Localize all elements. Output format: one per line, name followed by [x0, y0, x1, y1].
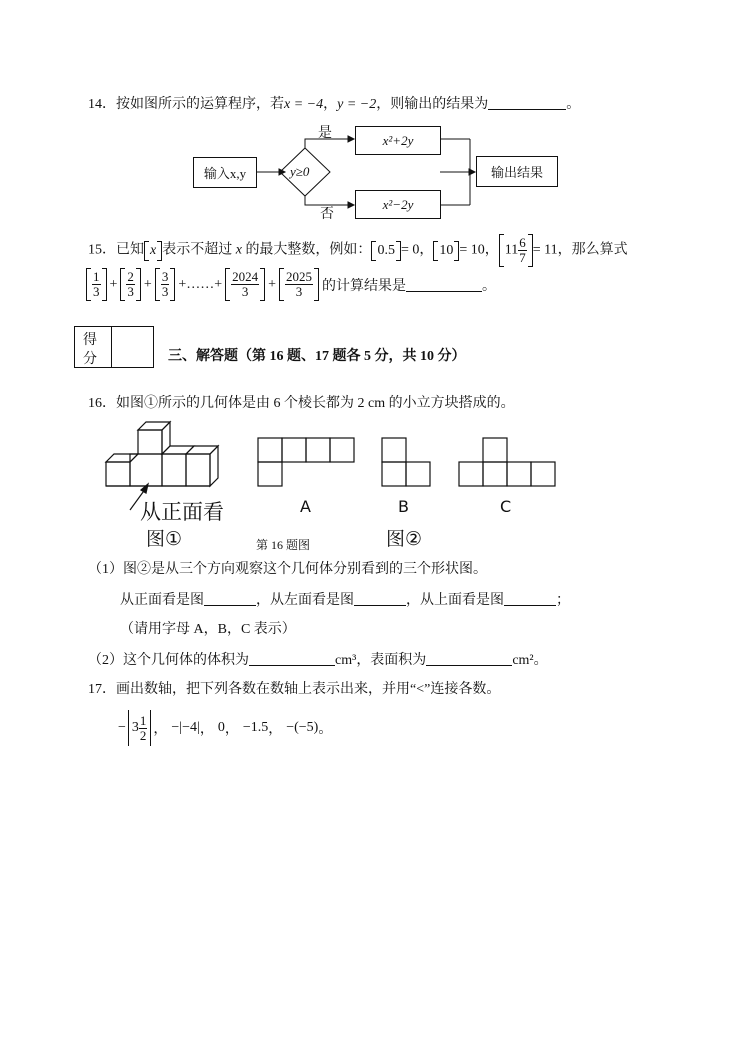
option-b-label: B: [398, 497, 409, 516]
q15-stem-line1: 15．已知 x 表示不超过 x 的最大整数，例如： 0.5 = 0， 10 = 10， 11 $\frac{6}{7}$ = 11，那么算式: [88, 235, 628, 265]
q16-part2: （2）这个几何体的体积为 cm³，表面积为 cm²。: [88, 653, 548, 668]
option-a-label: A: [300, 497, 311, 516]
left-view-blank[interactable]: [354, 591, 406, 606]
answer-blank[interactable]: [406, 277, 482, 292]
floor-term-2024: $\frac{2024}{3}$: [225, 270, 265, 299]
floor-term-1: $\frac{1}{3}$: [86, 270, 107, 299]
front-view-blank[interactable]: [204, 591, 256, 606]
question-number: 15．: [88, 242, 116, 258]
floor-term-3: $\frac{3}{3}$: [155, 270, 176, 299]
q16-hint: （请用字母 A，B，C 表示）: [120, 622, 296, 637]
view-direction-label: 从正面看: [140, 500, 224, 524]
q14-stem: 14．按如图所示的运算程序，若x = −4，y = −2，则输出的结果为 。: [88, 97, 581, 112]
flow-output-box: 输出结果: [476, 156, 558, 187]
flow-input-box: 输入x,y: [193, 157, 257, 188]
volume-blank[interactable]: [249, 651, 335, 666]
question-number: 14．: [88, 97, 116, 112]
q17-numbers: − 3 $\frac{1}{2}$ ， −|−4| ， 0 ， −1.5 ， −(−5) 。: [118, 710, 332, 746]
flow-yes-box: x²+2y: [355, 126, 441, 155]
q17-stem: 17．画出数轴，把下列各数在数轴上表示出来，并用“<”连接各数。: [88, 682, 501, 697]
q16-part1: （1）图②是从三个方向观察这个几何体分别看到的三个形状图。: [88, 562, 487, 577]
score-entry[interactable]: [112, 327, 153, 367]
cube-solid: [106, 422, 218, 486]
flow-no-label: 否: [320, 207, 334, 222]
floor-term-2025: $\frac{2025}{3}$: [279, 270, 319, 299]
figure-1-label: 图①: [146, 528, 183, 550]
flow-no-box: x²−2y: [355, 190, 441, 219]
figure-2-label: 图②: [386, 528, 423, 550]
score-box: 得 分: [74, 326, 154, 368]
view-c: [459, 438, 555, 486]
view-b: [382, 438, 430, 486]
q15-stem-line2: $\frac{1}{3}$ + $\frac{2}{3}$ + $\frac{3}{3}$ +……+ $\frac{2024}{3}$ + $\frac{2025}{3}$ 的计算结果是 。: [86, 270, 496, 299]
floor-example-mixed: 11 $\frac{6}{7}$: [499, 236, 533, 265]
top-view-blank[interactable]: [504, 591, 556, 606]
surface-area-blank[interactable]: [426, 651, 512, 666]
option-c-label: C: [500, 497, 512, 516]
question-number: 17．: [88, 682, 116, 697]
flow-condition: y≥0: [290, 164, 310, 179]
question-number: 16．: [88, 396, 116, 411]
absolute-value: 3 $\frac{1}{2}$: [128, 710, 152, 746]
view-a: [258, 438, 354, 486]
q16-stem: 16．如图①所示的几何体是由 6 个棱长都为 2 cm 的小立方块搭成的。: [88, 396, 515, 411]
answer-blank[interactable]: [488, 95, 566, 110]
flow-yes-label: 是: [318, 126, 332, 141]
q16-part1-answers: 从正面看是图 ，从左面看是图 ，从上面看是图 ；: [120, 593, 570, 608]
floor-term-2: $\frac{2}{3}$: [120, 270, 141, 299]
section-title: 三、解答题（第 16 题、17 题各 5 分，共 10 分）: [168, 349, 466, 364]
figure-caption: 第 16 题图: [256, 538, 311, 552]
